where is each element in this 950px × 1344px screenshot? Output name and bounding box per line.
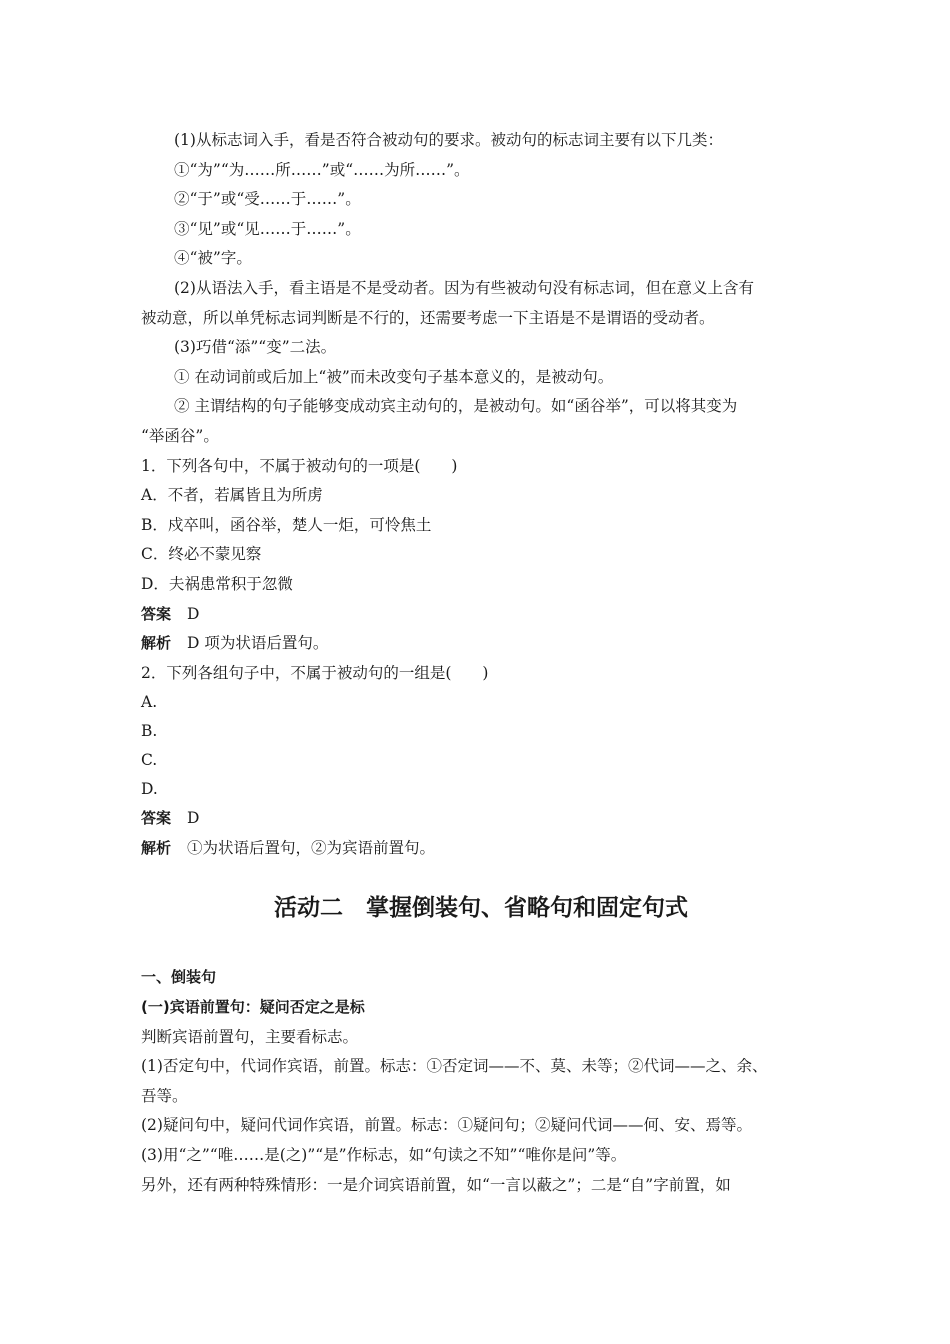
analysis-value: ①为状语后置句，②为宾语前置句。 [187,838,436,857]
list-item: ② 主谓结构的句子能够变成动宾主动句的，是被动句。如“函谷举”，可以将其变为 [174,397,738,416]
question-1-option-d: D．夫祸患常积于忽微 [141,574,293,593]
list-item: ①“为”“为……所……”或“……为所……”。 [174,160,470,179]
paragraph: (3)用“之”“唯……是(之)”“是”作标志，如“句读之不知”“唯你是问”等。 [141,1146,627,1165]
paragraph: (1)从标志词入手，看是否符合被动句的要求。被动句的标志词主要有以下几类： [174,131,723,149]
paragraph: (3)巧借“添”“变”二法。 [174,338,337,357]
question-2-analysis [141,834,821,864]
paragraph: 吾等。 [141,1086,188,1105]
question-2-option-b: B. [141,722,158,741]
document-page [141,126,821,1200]
paragraph: 判断宾语前置句，主要看标志。 [141,1027,359,1046]
question-1-option-b: B．戍卒叫，函谷举，楚人一炬，可怜焦土 [141,515,432,534]
subsection-heading: (一)宾语前置句：疑问否定之是标 [141,998,365,1017]
answer-value: D [187,604,200,623]
question-1-analysis [141,629,821,659]
analysis-label: 解析 [141,838,172,857]
paragraph: 另外，还有两种特殊情形：一是介词宾语前置，如“一言以蔽之”；二是“自”字前置，如 [141,1175,731,1194]
answer-value: D [187,809,200,828]
question-2-option-c: C. [141,751,158,770]
question-1-stem: 1．下列各句中，不属于被动句的一项是( ) [141,456,458,475]
paragraph: (2)疑问句中，疑问代词作宾语，前置。标志：①疑问句；②疑问代词——何、安、焉等。 [141,1116,752,1135]
answer-label: 答案 [141,604,172,623]
question-2-option-d: D. [141,780,158,799]
question-1-answer [141,600,821,630]
list-item: ③“见”或“见……于……”。 [174,219,361,238]
list-item: ① 在动词前或后加上“被”而未改变句子基本意义的，是被动句。 [174,367,614,386]
answer-label: 答案 [141,809,172,828]
analysis-label: 解析 [141,634,172,653]
list-item: ④“被”字。 [174,249,252,268]
question-2-answer [141,804,821,834]
question-2-stem: 2．下列各组句子中，不属于被动句的一组是( ) [141,663,489,682]
section-heading: 一、倒装句 [141,968,217,987]
paragraph: (2)从语法入手，看主语是不是受动者。因为有些被动句没有标志词，但在意义上含有 [174,278,754,297]
paragraph: (1)否定句中，代词作宾语，前置。标志：①否定词——不、莫、未等；②代词——之、余、 [141,1057,768,1076]
activity-title: 活动二 掌握倒装句、省略句和固定句式 [274,895,688,922]
list-item: ②“于”或“受……于……”。 [174,190,361,209]
question-2-option-a: A. [141,693,158,712]
paragraph: 被动意，所以单凭标志词判断是不行的，还需要考虑一下主语是不是谓语的受动者。 [141,308,715,327]
question-1-option-a: A．不者，若属皆且为所虏 [141,486,323,505]
paragraph: “举函谷”。 [141,426,219,445]
analysis-value: D 项为状语后置句。 [187,634,329,653]
question-1-option-c: C．终必不蒙见察 [141,545,262,564]
